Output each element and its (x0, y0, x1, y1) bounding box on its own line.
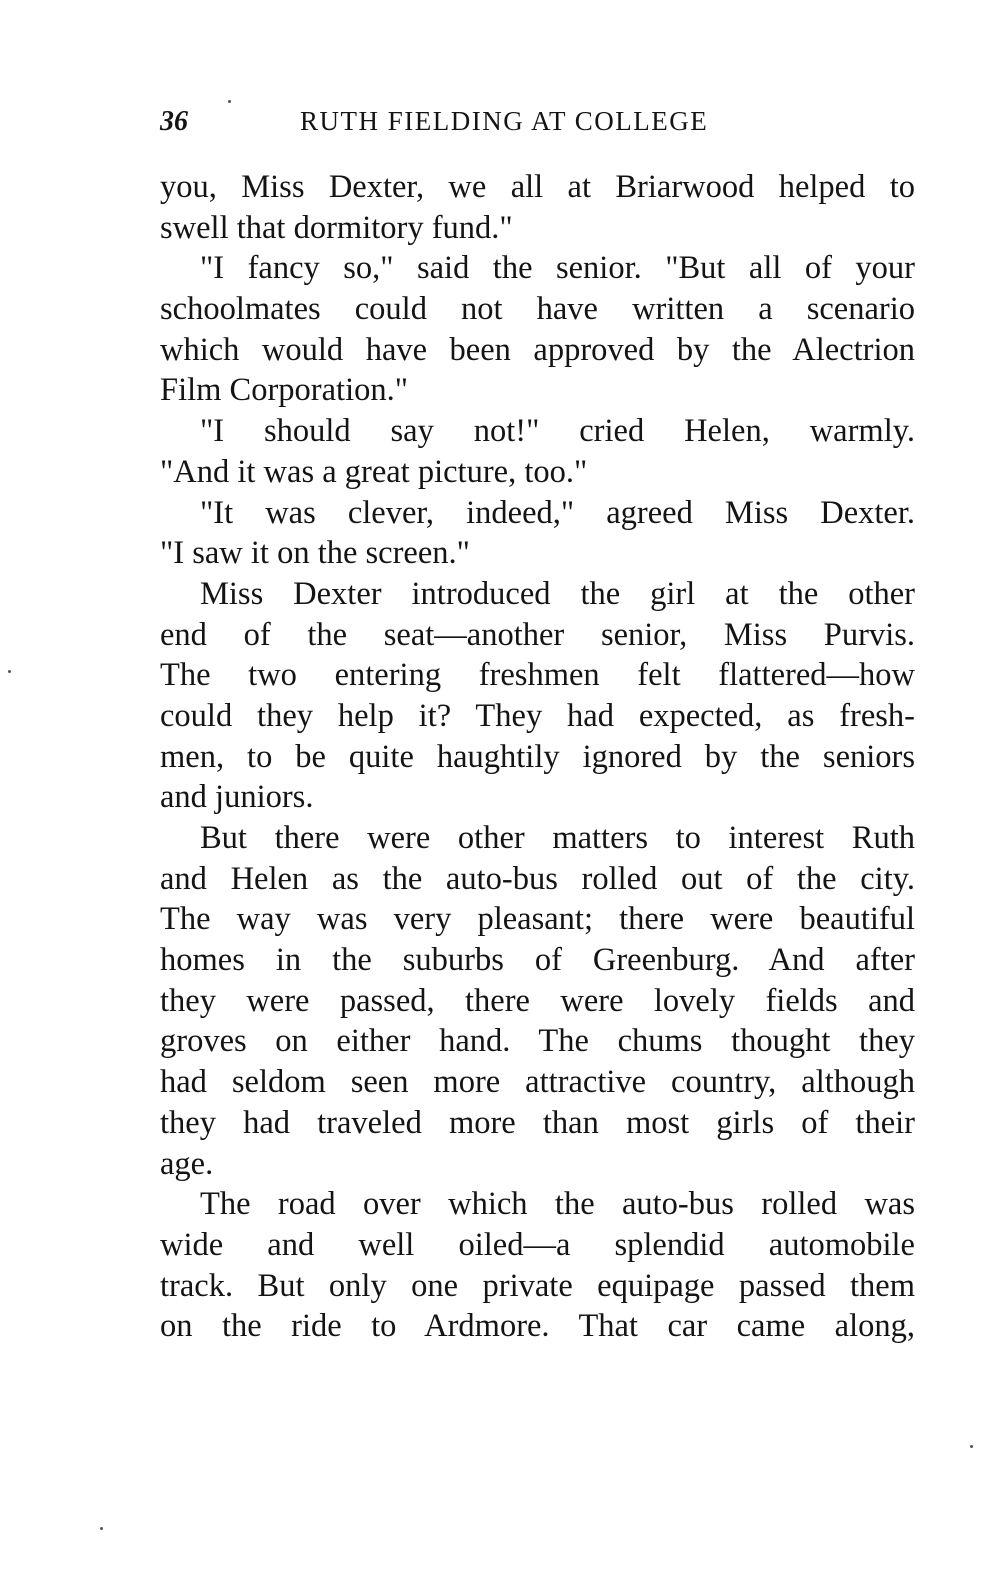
text-line: "And it was a great picture, too." (160, 453, 588, 490)
text-line: The way was very pleasant; there were beautiful (160, 901, 915, 938)
text-line: swell that dormitory fund." (160, 209, 513, 246)
text-line: they were passed, there were lovely fields and (160, 982, 915, 1019)
text-line: The road over which the auto-bus rolled was (200, 1186, 915, 1223)
text-line: and Helen as the auto-bus rolled out of the city. (160, 860, 915, 897)
text-line: groves on either hand. The chums thought they (160, 1023, 915, 1060)
text-line: end of the seat—another senior, Miss Purvis. (160, 616, 915, 653)
text-line: wide and well oiled—a splendid automobile (160, 1226, 915, 1263)
page-number: 36 (160, 106, 188, 137)
book-title: RUTH FIELDING AT COLLEGE (300, 106, 709, 136)
text-line: schoolmates could not have written a scenario (160, 291, 915, 328)
text-line: "I fancy so," said the senior. "But all of your (200, 250, 915, 287)
text-line: on the ride to Ardmore. That car came along, (160, 1308, 915, 1345)
scan-speck (100, 1527, 103, 1530)
scan-speck (970, 1445, 973, 1448)
scan-speck (228, 100, 231, 103)
text-line: they had traveled more than most girls of their (160, 1104, 915, 1141)
body-text (160, 167, 915, 1347)
text-line: Miss Dexter introduced the girl at the other (200, 575, 915, 612)
text-line: could they help it? They had expected, as fresh- (160, 697, 915, 734)
text-line: you, Miss Dexter, we all at Briarwood helped to (160, 169, 915, 205)
text-line: "I should say not!" cried Helen, warmly. (200, 413, 915, 450)
text-line: which would have been approved by the Alectrion (160, 331, 915, 368)
running-head (160, 106, 760, 150)
text-line: "It was clever, indeed," agreed Miss Dexter. (200, 494, 915, 531)
text-line: track. But only one private equipage passed them (160, 1267, 915, 1304)
text-line: and juniors. (160, 779, 314, 816)
text-line: "I saw it on the screen." (160, 535, 470, 572)
text-line: The two entering freshmen felt flattered—how (160, 657, 915, 694)
text-line: men, to be quite haughtily ignored by the seniors (160, 738, 915, 775)
scan-speck (8, 670, 11, 673)
text-line: But there were other matters to interest Ruth (200, 820, 915, 856)
text-line: homes in the suburbs of Greenburg. And after (160, 942, 915, 979)
text-line: had seldom seen more attractive country, although (160, 1064, 915, 1101)
text-line: age. (160, 1145, 214, 1182)
text-line: Film Corporation." (160, 372, 408, 409)
